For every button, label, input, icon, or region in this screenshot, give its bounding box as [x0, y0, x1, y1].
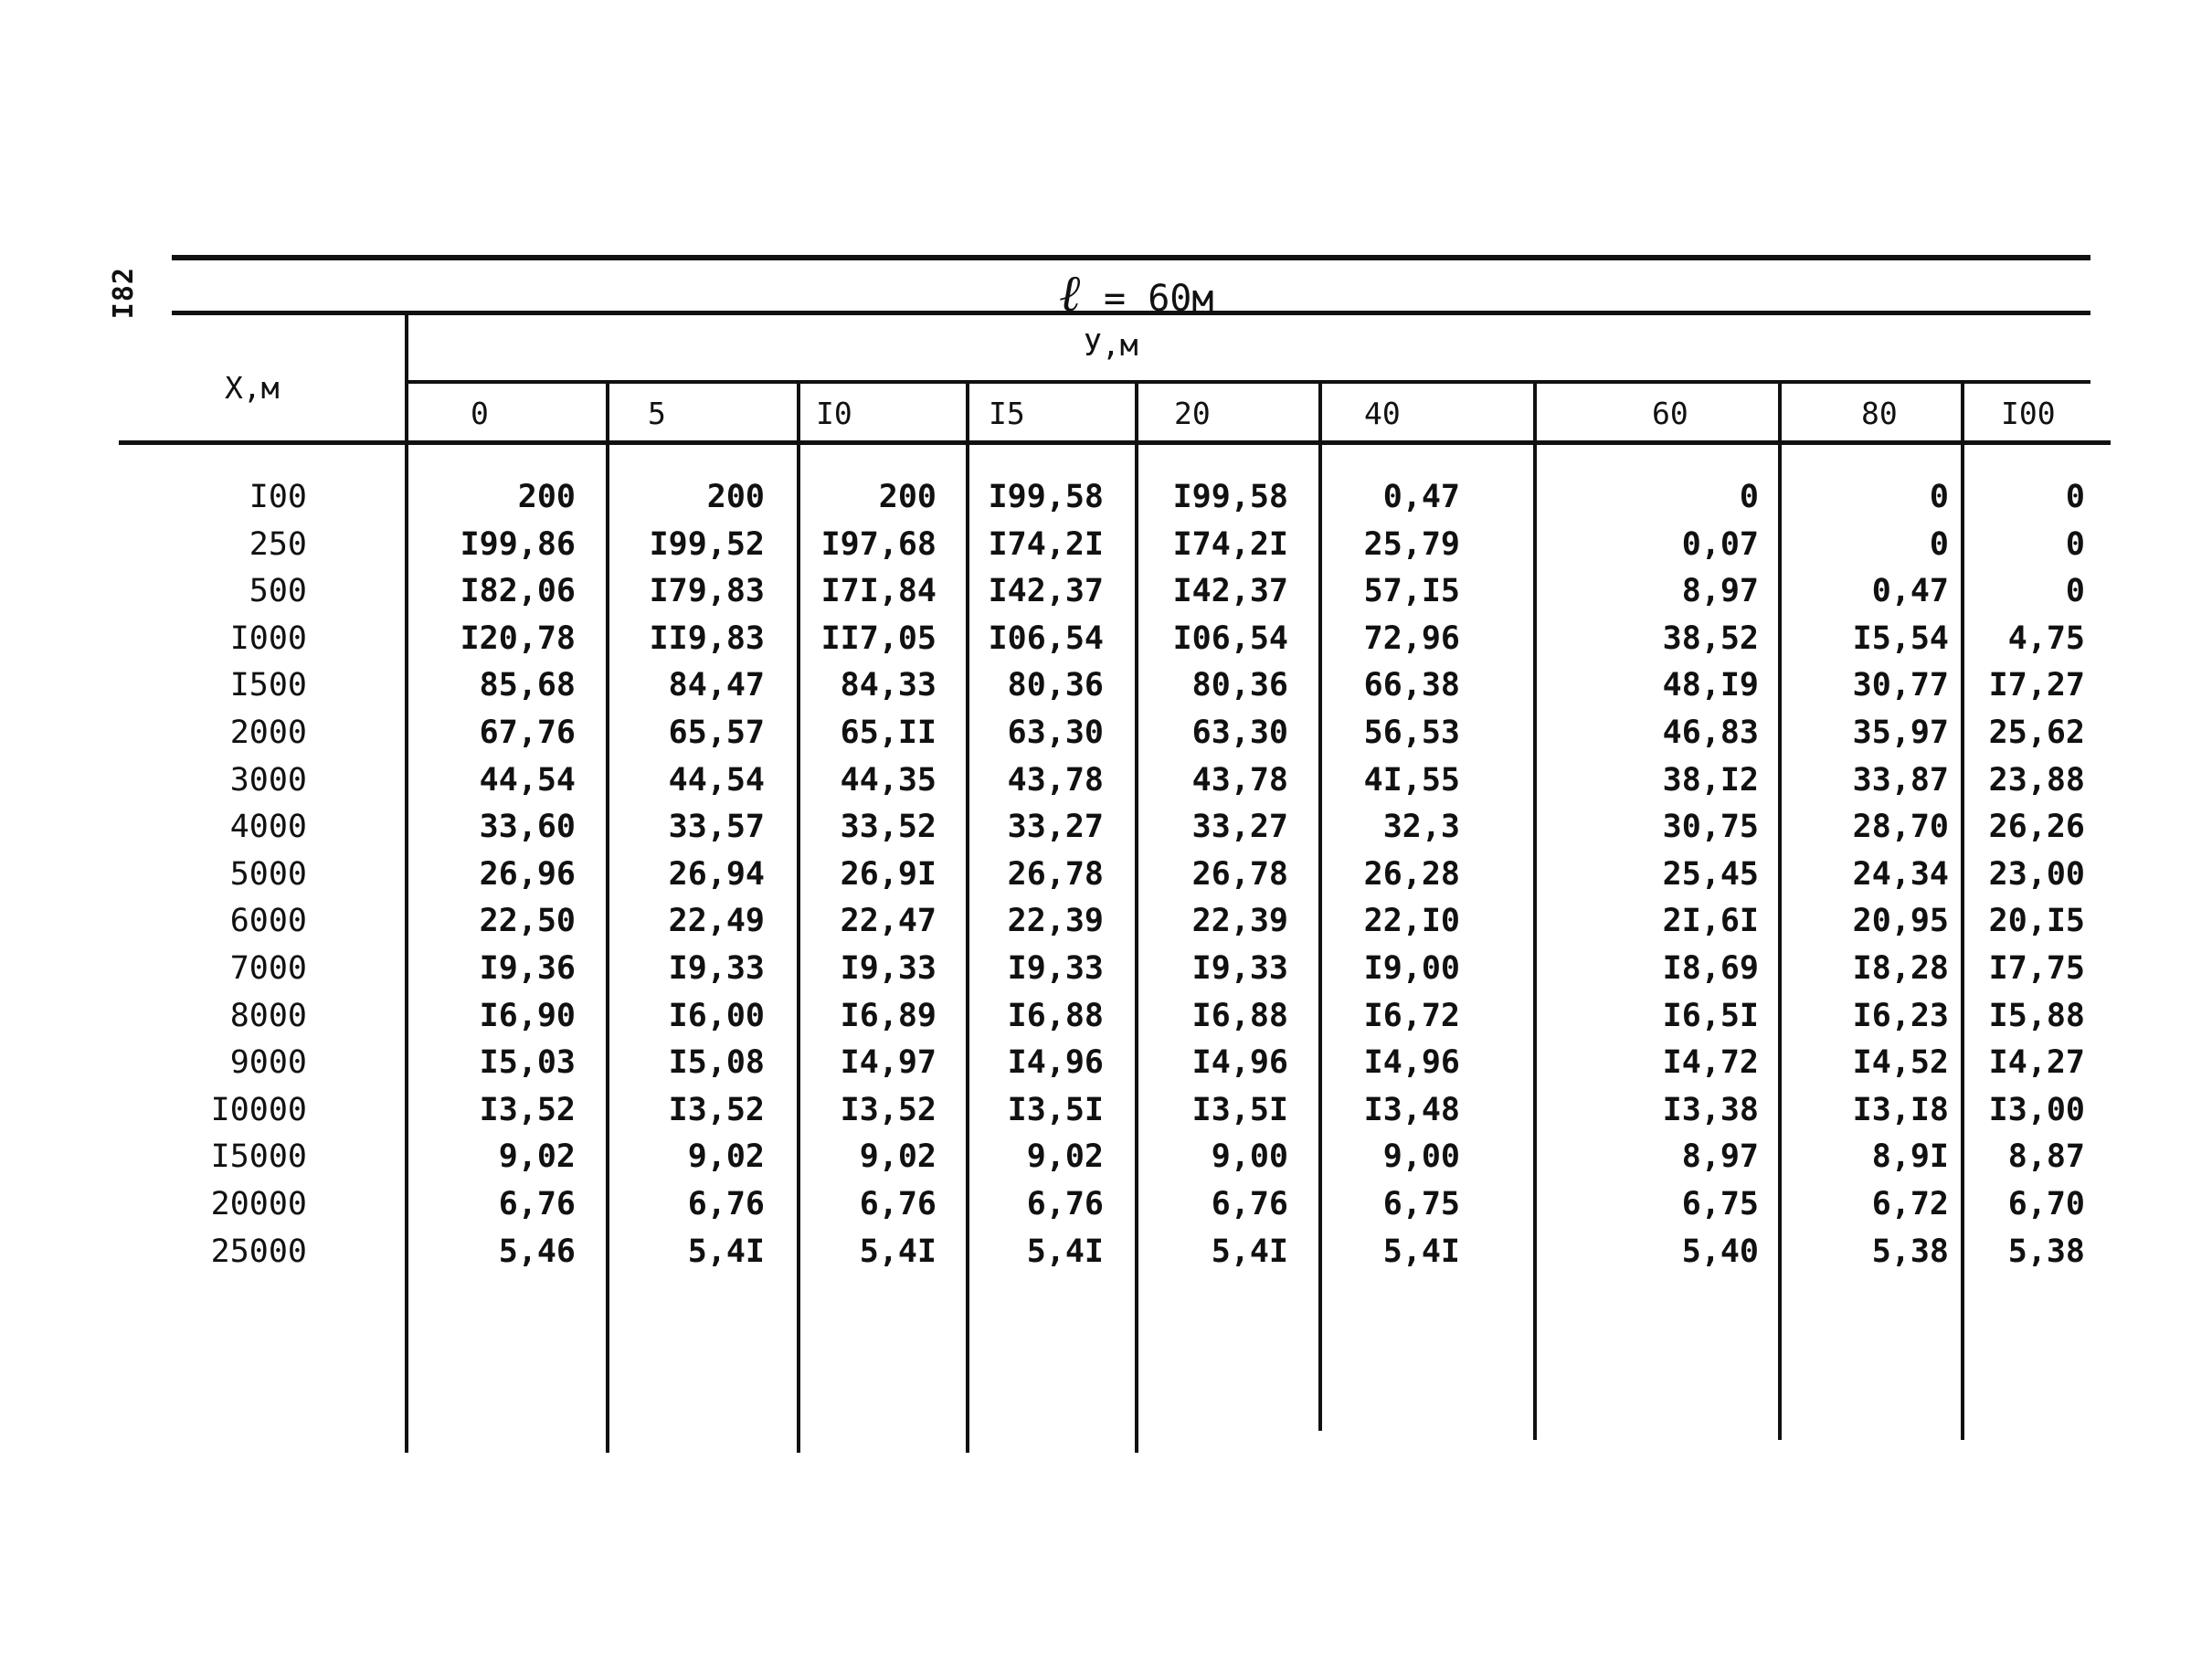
table-cell: 84,47 [668, 667, 765, 704]
table-cell: I5,88 [1988, 998, 2085, 1034]
table-cell: 72,96 [1363, 620, 1460, 657]
table-cell: 9,00 [1211, 1138, 1288, 1175]
table-cell: 0,47 [1382, 479, 1460, 515]
table-cell: 200 [517, 479, 576, 515]
table-cell: I4,96 [1007, 1044, 1104, 1081]
table-cell: I7I,84 [820, 573, 937, 609]
table-cell: 32,3 [1382, 809, 1460, 845]
table-cell: 6,76 [1211, 1186, 1288, 1222]
x-value-cell: 9000 [229, 1044, 307, 1081]
table-cell: 65,57 [668, 714, 765, 751]
table-cell: 26,78 [1191, 856, 1288, 893]
y-column-header: I5 [989, 396, 1025, 431]
table-cell: 8,87 [2007, 1138, 2085, 1175]
table-cell: I4,97 [840, 1044, 937, 1081]
table-cell: 6,75 [1681, 1186, 1759, 1222]
x-value-cell: 3000 [229, 762, 307, 799]
column-divider [1135, 380, 1138, 1453]
table-cell: 63,30 [1191, 714, 1288, 751]
table-cell: 57,I5 [1363, 573, 1460, 609]
table-cell: I06,54 [988, 620, 1104, 657]
x-value-cell: I5000 [210, 1138, 307, 1175]
table-cell: I42,37 [988, 573, 1104, 609]
x-value-cell: I500 [229, 667, 307, 704]
table-cell: 80,36 [1191, 667, 1288, 704]
table-cell: I74,2I [988, 526, 1104, 563]
table-cell: 0 [2065, 526, 2085, 563]
table-cell: 0,47 [1871, 573, 1949, 609]
table-cell: 30,75 [1662, 809, 1759, 845]
table-cell: I6,23 [1852, 998, 1949, 1034]
table-cell: 67,76 [479, 714, 576, 751]
table-cell: I9,33 [840, 950, 937, 987]
table-cell: 80,36 [1007, 667, 1104, 704]
table-cell: I99,86 [460, 526, 576, 563]
table-cell: 26,96 [479, 856, 576, 893]
table-cell: I3,5I [1191, 1092, 1288, 1128]
table-cell: 43,78 [1191, 762, 1288, 799]
parameter-symbol: ℓ [1060, 263, 1082, 323]
table-cell: I6,00 [668, 998, 765, 1034]
table-cell: 46,83 [1662, 714, 1759, 751]
table-cell: 26,26 [1988, 809, 2085, 845]
table-cell: I99,58 [988, 479, 1104, 515]
table-cell: 9,00 [1382, 1138, 1460, 1175]
table-cell: I4,72 [1662, 1044, 1759, 1081]
table-cell: I20,78 [460, 620, 576, 657]
table-cell: I6,88 [1007, 998, 1104, 1034]
table-cell: I99,52 [649, 526, 765, 563]
table-cell: 25,62 [1988, 714, 2085, 751]
x-value-cell: 7000 [229, 950, 307, 987]
table-cell: 65,II [840, 714, 937, 751]
table-cell: 22,39 [1007, 903, 1104, 939]
table-cell: 200 [878, 479, 937, 515]
table-cell: II7,05 [820, 620, 937, 657]
table-cell: 33,52 [840, 809, 937, 845]
x-column-header: Х,м [225, 370, 280, 406]
table-cell: 9,02 [1026, 1138, 1104, 1175]
table-cell: 200 [706, 479, 765, 515]
table-cell: I9,33 [1191, 950, 1288, 987]
column-divider [606, 380, 609, 1453]
x-value-cell: I00 [249, 479, 307, 515]
table-cell: 4,75 [2007, 620, 2085, 657]
table-cell: 22,47 [840, 903, 937, 939]
table-cell: I3,48 [1363, 1092, 1460, 1128]
top-rule [172, 255, 2090, 260]
table-cell: 0,07 [1681, 526, 1759, 563]
y-column-header: 60 [1652, 396, 1688, 431]
table-cell: I3,52 [668, 1092, 765, 1128]
table-cell: 26,94 [668, 856, 765, 893]
table-cell: 4I,55 [1363, 762, 1460, 799]
table-cell: 8,9I [1871, 1138, 1949, 1175]
table-cell: 8,97 [1681, 1138, 1759, 1175]
table-cell: I99,58 [1172, 479, 1288, 515]
table-cell: 22,50 [479, 903, 576, 939]
table-cell: 28,70 [1852, 809, 1949, 845]
table-cell: I74,2I [1172, 526, 1288, 563]
table-cell: 20,I5 [1988, 903, 2085, 939]
table-cell: I82,06 [460, 573, 576, 609]
x-value-cell: 20000 [210, 1186, 307, 1222]
table-cell: I7,75 [1988, 950, 2085, 987]
table-cell: I8,69 [1662, 950, 1759, 987]
table-cell: 6,76 [859, 1186, 937, 1222]
table-cell: 22,49 [668, 903, 765, 939]
table-cell: 25,79 [1363, 526, 1460, 563]
table-cell: 5,4I [687, 1233, 765, 1270]
x-value-cell: 4000 [229, 809, 307, 845]
table-cell: I79,83 [649, 573, 765, 609]
table-cell: 85,68 [479, 667, 576, 704]
y-column-header: 20 [1174, 396, 1211, 431]
table-cell: 6,76 [687, 1186, 765, 1222]
table-cell: 22,I0 [1363, 903, 1460, 939]
x-value-cell: 8000 [229, 998, 307, 1034]
table-cell: I9,33 [1007, 950, 1104, 987]
table-cell: 56,53 [1363, 714, 1460, 751]
header-bottom-rule [119, 440, 2111, 445]
table-cell: I6,72 [1363, 998, 1460, 1034]
table-cell: 6,70 [2007, 1186, 2085, 1222]
table-cell: 6,76 [1026, 1186, 1104, 1222]
table-cell: I6,90 [479, 998, 576, 1034]
table-cell: I9,36 [479, 950, 576, 987]
y-group-header: У,м [1084, 327, 1138, 363]
table-cell: 0 [2065, 573, 2085, 609]
y-header-rule [407, 380, 2090, 384]
x-value-cell: I000 [229, 620, 307, 657]
table-cell: I3,I8 [1852, 1092, 1949, 1128]
table-cell: 44,54 [479, 762, 576, 799]
table-cell: I42,37 [1172, 573, 1288, 609]
table-cell: 5,38 [1871, 1233, 1949, 1270]
table-cell: 33,57 [668, 809, 765, 845]
table-cell: I3,52 [479, 1092, 576, 1128]
table-cell: 5,40 [1681, 1233, 1759, 1270]
x-value-cell: 6000 [229, 903, 307, 939]
y-column-header: 40 [1364, 396, 1401, 431]
table-cell: I6,89 [840, 998, 937, 1034]
table-cell: 33,27 [1007, 809, 1104, 845]
table-cell: I8,28 [1852, 950, 1949, 987]
table-cell: 5,4I [1382, 1233, 1460, 1270]
table-cell: 9,02 [859, 1138, 937, 1175]
column-divider [1533, 380, 1537, 1440]
table-cell: 33,87 [1852, 762, 1949, 799]
y-column-header: I00 [2001, 396, 2056, 431]
x-value-cell: 5000 [229, 856, 307, 893]
table-cell: 38,I2 [1662, 762, 1759, 799]
table-cell: 23,00 [1988, 856, 2085, 893]
table-cell: 84,33 [840, 667, 937, 704]
table-cell: 44,35 [840, 762, 937, 799]
x-value-cell: 25000 [210, 1233, 307, 1270]
table-cell: I6,88 [1191, 998, 1288, 1034]
x-value-cell: 2000 [229, 714, 307, 751]
table-cell: I6,5I [1662, 998, 1759, 1034]
y-column-header: 0 [471, 396, 489, 431]
table-cell: II9,83 [649, 620, 765, 657]
parameter-label [1060, 263, 1213, 323]
parameter-value: = 60м [1104, 278, 1214, 320]
table-cell: 5,4I [1211, 1233, 1288, 1270]
table-cell: I97,68 [820, 526, 937, 563]
y-column-header: 80 [1861, 396, 1898, 431]
table-cell: I4,27 [1988, 1044, 2085, 1081]
table-cell: I5,08 [668, 1044, 765, 1081]
table-cell: 0 [1929, 479, 1949, 515]
table-cell: 0 [2065, 479, 2085, 515]
x-value-cell: 250 [249, 526, 307, 563]
table-cell: I3,00 [1988, 1092, 2085, 1128]
table-cell: I3,5I [1007, 1092, 1104, 1128]
table-cell: 26,9I [840, 856, 937, 893]
table-cell: 26,78 [1007, 856, 1104, 893]
table-cell: 2I,6I [1662, 903, 1759, 939]
table-cell: 0 [1739, 479, 1759, 515]
table-cell: 30,77 [1852, 667, 1949, 704]
table-cell: 63,30 [1007, 714, 1104, 751]
table-cell: 35,97 [1852, 714, 1949, 751]
table-cell: I4,96 [1191, 1044, 1288, 1081]
table-cell: 20,95 [1852, 903, 1949, 939]
table-cell: 23,88 [1988, 762, 2085, 799]
table-cell: 26,28 [1363, 856, 1460, 893]
table-cell: 8,97 [1681, 573, 1759, 609]
table-cell: I06,54 [1172, 620, 1288, 657]
table-cell: 33,27 [1191, 809, 1288, 845]
table-cell: 6,75 [1382, 1186, 1460, 1222]
table-cell: 5,38 [2007, 1233, 2085, 1270]
table-cell: I9,33 [668, 950, 765, 987]
table-cell: 44,54 [668, 762, 765, 799]
table-cell: 5,4I [859, 1233, 937, 1270]
table-cell: 38,52 [1662, 620, 1759, 657]
y-column-header: 5 [648, 396, 666, 431]
table-cell: 0 [1929, 526, 1949, 563]
table-cell: 48,I9 [1662, 667, 1759, 704]
table-cell: I3,52 [840, 1092, 937, 1128]
table-cell: 5,46 [498, 1233, 576, 1270]
table-cell: 22,39 [1191, 903, 1288, 939]
column-divider [1778, 380, 1782, 1440]
column-divider [405, 315, 408, 1453]
table-cell: I5,03 [479, 1044, 576, 1081]
table-cell: 9,02 [498, 1138, 576, 1175]
table-cell: 25,45 [1662, 856, 1759, 893]
x-value-cell: 500 [249, 573, 307, 609]
table-cell: 5,4I [1026, 1233, 1104, 1270]
table-cell: 6,76 [498, 1186, 576, 1222]
table-cell: I5,54 [1852, 620, 1949, 657]
table-cell: I9,00 [1363, 950, 1460, 987]
table-cell: I3,38 [1662, 1092, 1759, 1128]
y-column-header: I0 [816, 396, 852, 431]
x-value-cell: I0000 [210, 1092, 307, 1128]
page-number: I82 [108, 267, 140, 320]
table-cell: 9,02 [687, 1138, 765, 1175]
table-cell: 33,60 [479, 809, 576, 845]
table-cell: 66,38 [1363, 667, 1460, 704]
table-cell: 43,78 [1007, 762, 1104, 799]
table-cell: I4,52 [1852, 1044, 1949, 1081]
table-cell: I4,96 [1363, 1044, 1460, 1081]
table-cell: I7,27 [1988, 667, 2085, 704]
table-cell: 6,72 [1871, 1186, 1949, 1222]
table-cell: 24,34 [1852, 856, 1949, 893]
